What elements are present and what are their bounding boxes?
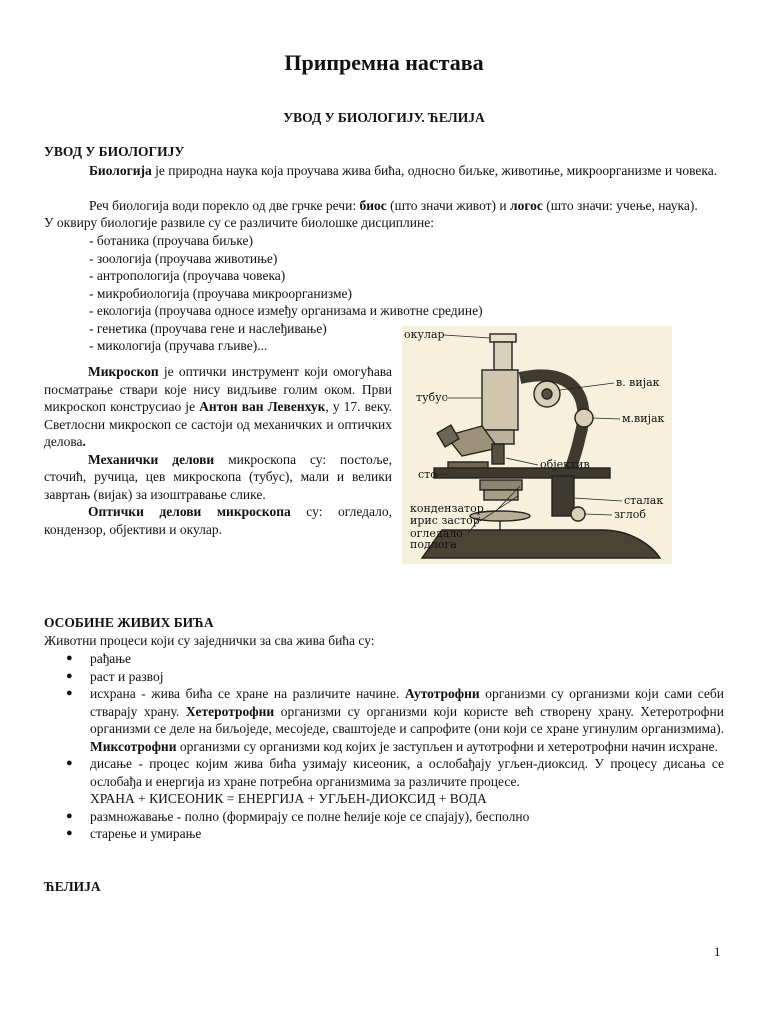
intro-p2-text-c: (што значи: учење, наука). [542,198,698,213]
list-item: ● рађање [44,650,724,668]
label-sto: сто [418,468,437,481]
microscope-text [44,363,392,538]
respiration-formula: ХРАНА + КИСЕОНИК = ЕНЕРГИЈА + УГЉЕН-ДИОКСИД + ВОДА [90,791,487,806]
term-heterotrophic: Хетеротрофни [185,703,275,719]
living-heading: ОСОБИНЕ ЖИВИХ БИЋА [44,615,214,630]
list-item: - ботаника (проучава биљке) [89,232,483,250]
nutrition-text-a: исхрана - жива бића се хране на различите начине. [90,686,405,701]
term-biology: Биологија [89,163,152,178]
page-number: 1 [714,944,721,959]
microscope-p3-text: су: огледало, кондензор, објективи и окулар. [44,504,392,537]
label-stalak: сталак [624,494,664,507]
term-microscope: Микроскоп [88,364,159,379]
label-iris: ирис застор [410,514,480,527]
label-ogledalo: огледало [410,527,463,540]
microscope-p2-text: микроскопа су: постоље, сточић, ручица, цев микроскопа (тубус), мали и велики завртањ (вијак) за изоштравање слике. [44,451,392,502]
list-item: - микологија (пручава гљиве)... [89,337,483,355]
list-item: - генетика (проучава гене и наслеђивање) [89,320,483,338]
microscope-paragraph-3 [44,503,392,538]
intro-paragraph-3: У оквиру биологије развиле су се различите биолошке дисциплине: [44,215,434,230]
label-zglob: зглоб [614,508,646,521]
page-subtitle: УВОД У БИОЛОГИЈУ. ЋЕЛИЈА [283,110,485,125]
list-item: ● раст и развој [44,668,724,686]
list-item: - зоологија (проучава животиње) [89,250,483,268]
list-item: - антропологија (проучава човека) [89,267,483,285]
nutrition-text-b: организми су организми који сами себи стварају храну. [90,686,724,719]
list-item: ● старење и умирање [44,825,724,843]
living-intro: Животни процеси који су заједнички за сва жива бића су: [44,633,375,648]
list-item: - микробиологија (проучава микроорганизме) [89,285,483,303]
life-processes-list [44,650,724,843]
term-logos: логос [510,198,543,213]
term-leeuwenhoek: Антон ван Левенхук [199,399,326,414]
label-okular: окулар [404,328,445,341]
intro-p1-text: је природна наука која проучава жива бића, односно биљке, животиње, микроорганизме и човека. [151,163,718,178]
label-kondenzator: кондензатор [410,502,484,515]
microscope-paragraph-1 [44,363,392,451]
label-objektiv: објектив [540,458,590,471]
label-v-vijak: в. вијак [616,376,660,389]
list-item: ● размножавање - полно (формирају се полне ћелије које се спајају), бесполно [44,808,724,826]
nutrition-text-c: организми су организми који користе већ створену храну. Хетеротрофни организми се деле на биљоједе, месоједе, сваштоједе и сапрофите (они који се хране угинулим организмима). [90,703,724,736]
microscope-figure [402,326,672,564]
list-item [44,755,724,808]
intro-p2-text-a: Реч биологија води порекло од две грчке речи: [89,198,360,213]
label-podloga: подлога [410,538,457,551]
microscope-paragraph-2 [44,451,392,504]
intro-paragraph-2 [44,197,724,215]
respiration-text: дисање - процес којим жива бића узимају кисеоник, а ослобађају угљен-диоксид. У процесу дисања се ослобађа и енергија из хране потребна организмима за различите процесе. [90,756,724,789]
page-title: Припремна настава [284,50,484,75]
term-bios: биос [359,198,387,213]
term-mechanical-parts: Механички делови [88,451,215,467]
microscope-drawing [402,326,672,564]
microscope-p1-text-a: је оптички инструмент који омогућава посматрање ствари које нису видљиве голим оком. Први микроскоп конструсиао је [44,364,392,414]
intro-p2-text-b: (што значи живот) и [386,198,511,213]
cell-heading: ЋЕЛИЈА [44,879,101,894]
list-item: - екологија (проучава односе између организама и животне средине) [89,302,483,320]
intro-paragraph-1 [44,162,724,180]
list-item [44,685,724,755]
term-optical-parts: Оптички делови микроскопа [88,504,291,519]
nutrition-text-d: организми су организми код којих је заступљен и аутотрофни и хетеротрофни начин исхране. [176,738,718,754]
term-mixotrophic: Миксотрофни [90,738,177,754]
label-m-vijak: м.вијак [622,412,665,425]
microscope-p1-text-b: , у 17. веку. Светлосни микроскоп се састоји од механичких и оптичких делова [44,399,392,449]
label-tubus: тубус [416,391,448,404]
microscope-p1-dot: . [82,434,86,449]
term-autotrophic: Аутотрофни [404,686,480,701]
intro-heading: УВОД У БИОЛОГИЈУ [44,144,185,159]
